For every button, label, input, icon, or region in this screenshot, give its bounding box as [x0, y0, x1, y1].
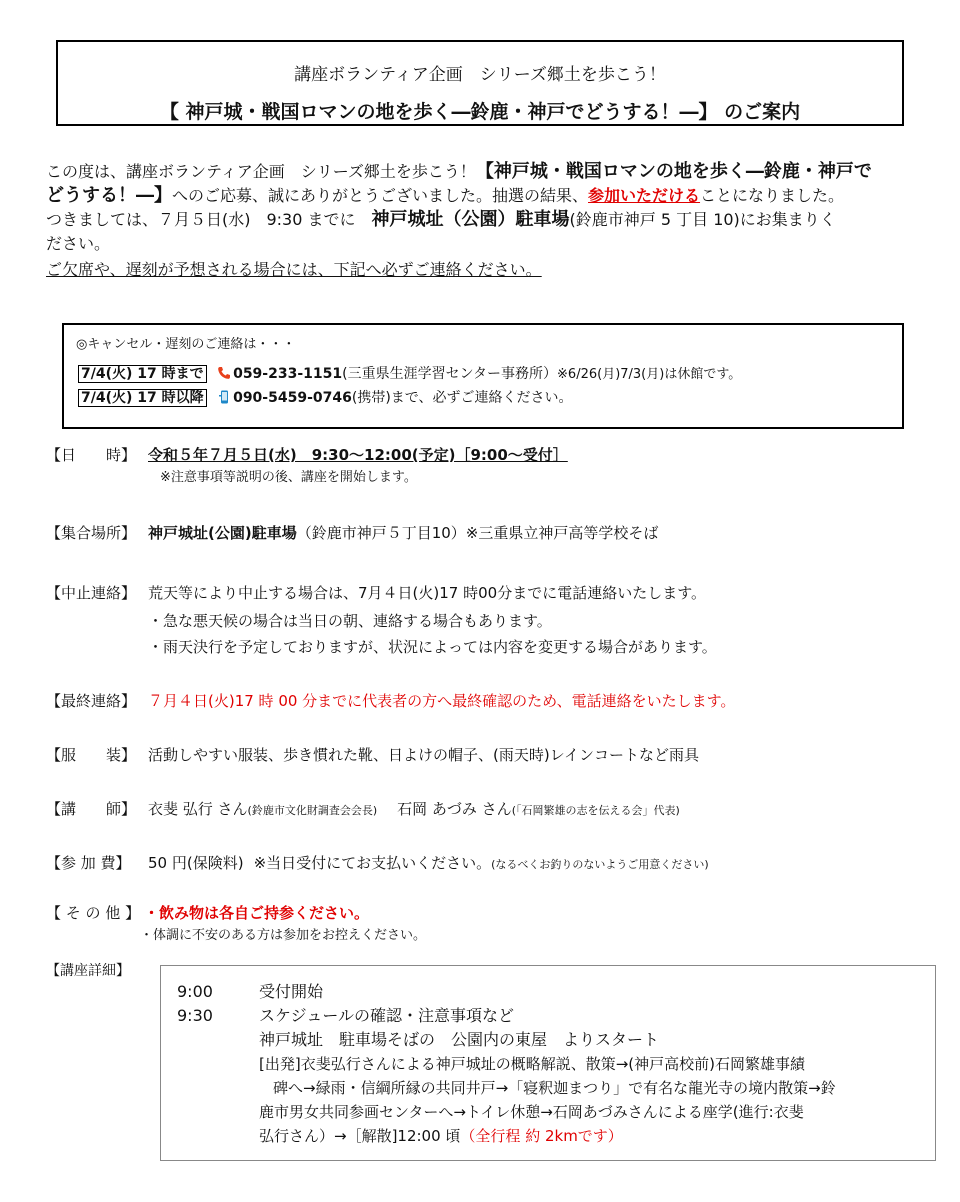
- time-1: 9:00: [177, 982, 213, 1001]
- office-name: (三重県生涯学習センター事務所）: [342, 366, 558, 382]
- other-label: 【 そ の 他 】: [46, 904, 141, 922]
- cancellation-note-2: ・雨天決行を予定しておりますが、状況によっては内容を変更する場合があります。: [148, 638, 717, 656]
- cancellation-value: 荒天等により中止する場合は、7月４日(火)17 時00分までに電話連絡いたします。: [148, 584, 706, 602]
- final-contact-row: [46, 690, 735, 711]
- fee-label: 【参 加 費】: [46, 854, 131, 872]
- fee-value: 50 円(保険料): [148, 854, 244, 872]
- accepted-text: 参加いただける: [588, 186, 701, 205]
- dress-value: 活動しやすい服装、歩き慣れた靴、日よけの帽子、(雨天時)レインコートなど雨具: [148, 746, 699, 764]
- final-contact-label: 【最終連絡】: [46, 692, 137, 710]
- cancel-heading: ◎キャンセル・遅刻のご連絡は・・・: [76, 337, 296, 352]
- intro-meet-address: (鈴鹿市神戸 5 丁目 10)にお集まりく: [569, 210, 836, 229]
- contact-row-mobile: [78, 387, 573, 407]
- detail-label: 【講座詳細】: [46, 963, 130, 979]
- place-row: [46, 522, 658, 543]
- fee-row: [46, 852, 709, 873]
- intro-text-d: へのご応募、誠にありがとうございました。抽選の結果、: [172, 186, 589, 205]
- detail-1: 受付開始: [259, 982, 324, 1001]
- lecturer-2-role: (「石岡繁雄の志を伝える会」代表): [511, 804, 680, 817]
- date-row: [46, 444, 568, 465]
- cancellation-note-1: ・急な悪天候の場合は当日の朝、連絡する場合もあります。: [148, 612, 552, 630]
- fee-note: ※当日受付にてお支払いください。: [253, 854, 492, 872]
- contact-row-office: [78, 363, 741, 383]
- detail-7-text: 弘行さん）→［解散]12:00 頃: [259, 1127, 461, 1145]
- lecturer-1-role: (鈴鹿市文化財調査会会長): [247, 804, 378, 817]
- title-box: [56, 40, 904, 126]
- intro-meet-place: 神戸城址（公園）駐車場: [371, 209, 570, 230]
- detail-4: [出発]衣斐弘行さんによる神戸城址の概略解説、散策→(神戸高校前)石岡繁雄事績: [259, 1055, 805, 1073]
- intro-text-f: ことになりました。: [700, 186, 845, 205]
- place-note: （鈴鹿市神戸５丁目10）※三重県立神戸高等学校そば: [296, 524, 659, 542]
- mobile-phone-icon: [217, 390, 231, 404]
- intro-event-name: 【神戸城・戦国ロマンの地を歩く―鈴鹿・神戸で: [475, 161, 872, 182]
- detail-3: 神戸城址 駐車場そばの 公園内の東屋 よりスタート: [259, 1030, 660, 1049]
- dress-row: [46, 744, 699, 765]
- detail-2: スケジュールの確認・注意事項など: [259, 1006, 515, 1025]
- lecturer-2-name: 石岡 あづみ さん: [397, 800, 512, 818]
- mobile-note: (携帯)まで、必ずご連絡ください。: [351, 390, 573, 406]
- place-value: 神戸城址(公園)駐車場: [148, 524, 297, 542]
- intro-text-a: この度は、講座ボランティア企画 シリーズ郷土を歩こう！: [46, 162, 476, 181]
- absence-notice: ご欠席や、遅刻が予想される場合には、下記へ必ずご連絡ください。: [46, 260, 542, 279]
- intro-paragraph-1: [46, 160, 926, 208]
- intro-text: [46, 160, 926, 282]
- dress-label: 【服 装】: [46, 746, 137, 764]
- other-value: ・飲み物は各自ご持参ください。: [144, 904, 370, 922]
- cancellation-label: 【中止連絡】: [46, 584, 137, 602]
- phone-icon: [217, 366, 231, 380]
- other-row: [46, 902, 369, 923]
- lecturer-1-name: 衣斐 弘行 さん: [148, 800, 248, 818]
- deadline-tag-before: 7/4(火) 17 時まで: [78, 365, 207, 383]
- office-phone-number[interactable]: 059-233-1151: [233, 366, 343, 382]
- detail-6: 鹿市男女共同参画センターへ→トイレ休憩→石岡あづみさんによる座学(進行:衣斐: [259, 1103, 804, 1121]
- course-detail-box: [160, 965, 936, 1161]
- final-contact-value: ７月４日(火)17 時 00 分までに代表者の方へ最終確認のため、電話連絡をいたします。: [148, 692, 736, 710]
- deadline-tag-after: 7/4(火) 17 時以降: [78, 389, 207, 407]
- intro-meet-time: つきましては、７月５日(水) 9:30 までに: [46, 210, 372, 229]
- date-label: 【日 時】: [46, 446, 137, 464]
- other-note: ・体調に不安のある方は参加をお控えください。: [140, 928, 427, 943]
- lecturer-label: 【講 師】: [46, 800, 137, 818]
- fee-small-note: (なるべくお釣りのないようご用意ください): [491, 858, 709, 871]
- event-title: 【 神戸城・戦国ロマンの地を歩く―鈴鹿・神戸でどうする！―】 のご案内: [159, 101, 801, 123]
- detail-7: [259, 1124, 623, 1148]
- lecturer-row: [46, 798, 680, 819]
- cancel-contact-box: [62, 323, 904, 429]
- intro-paragraph-2: [46, 208, 926, 256]
- detail-5: 碑へ→緑雨・信綱所縁の共同井戸→「寝釈迦まつり」で有名な龍光寺の境内散策→鈴: [273, 1079, 836, 1097]
- date-value: 令和５年７月５日(水) 9:30～12:00(予定)［9:00～受付］: [148, 446, 568, 464]
- place-label: 【集合場所】: [46, 524, 137, 542]
- intro-meet-end: ださい。: [46, 234, 111, 253]
- series-title: 講座ボランティア企画 シリーズ郷土を歩こう！: [294, 65, 666, 85]
- cancellation-row: [46, 582, 706, 603]
- intro-event-name-cont: どうする！―】: [46, 185, 172, 206]
- total-distance: （全行程 約 2kmです）: [460, 1127, 623, 1145]
- mobile-phone-number[interactable]: 090-5459-0746: [233, 390, 352, 406]
- office-closed-note: ※6/26(月)7/3(月)は休館です。: [557, 367, 742, 382]
- date-note: ※注意事項等説明の後、講座を開始します。: [160, 470, 417, 485]
- time-2: 9:30: [177, 1006, 213, 1025]
